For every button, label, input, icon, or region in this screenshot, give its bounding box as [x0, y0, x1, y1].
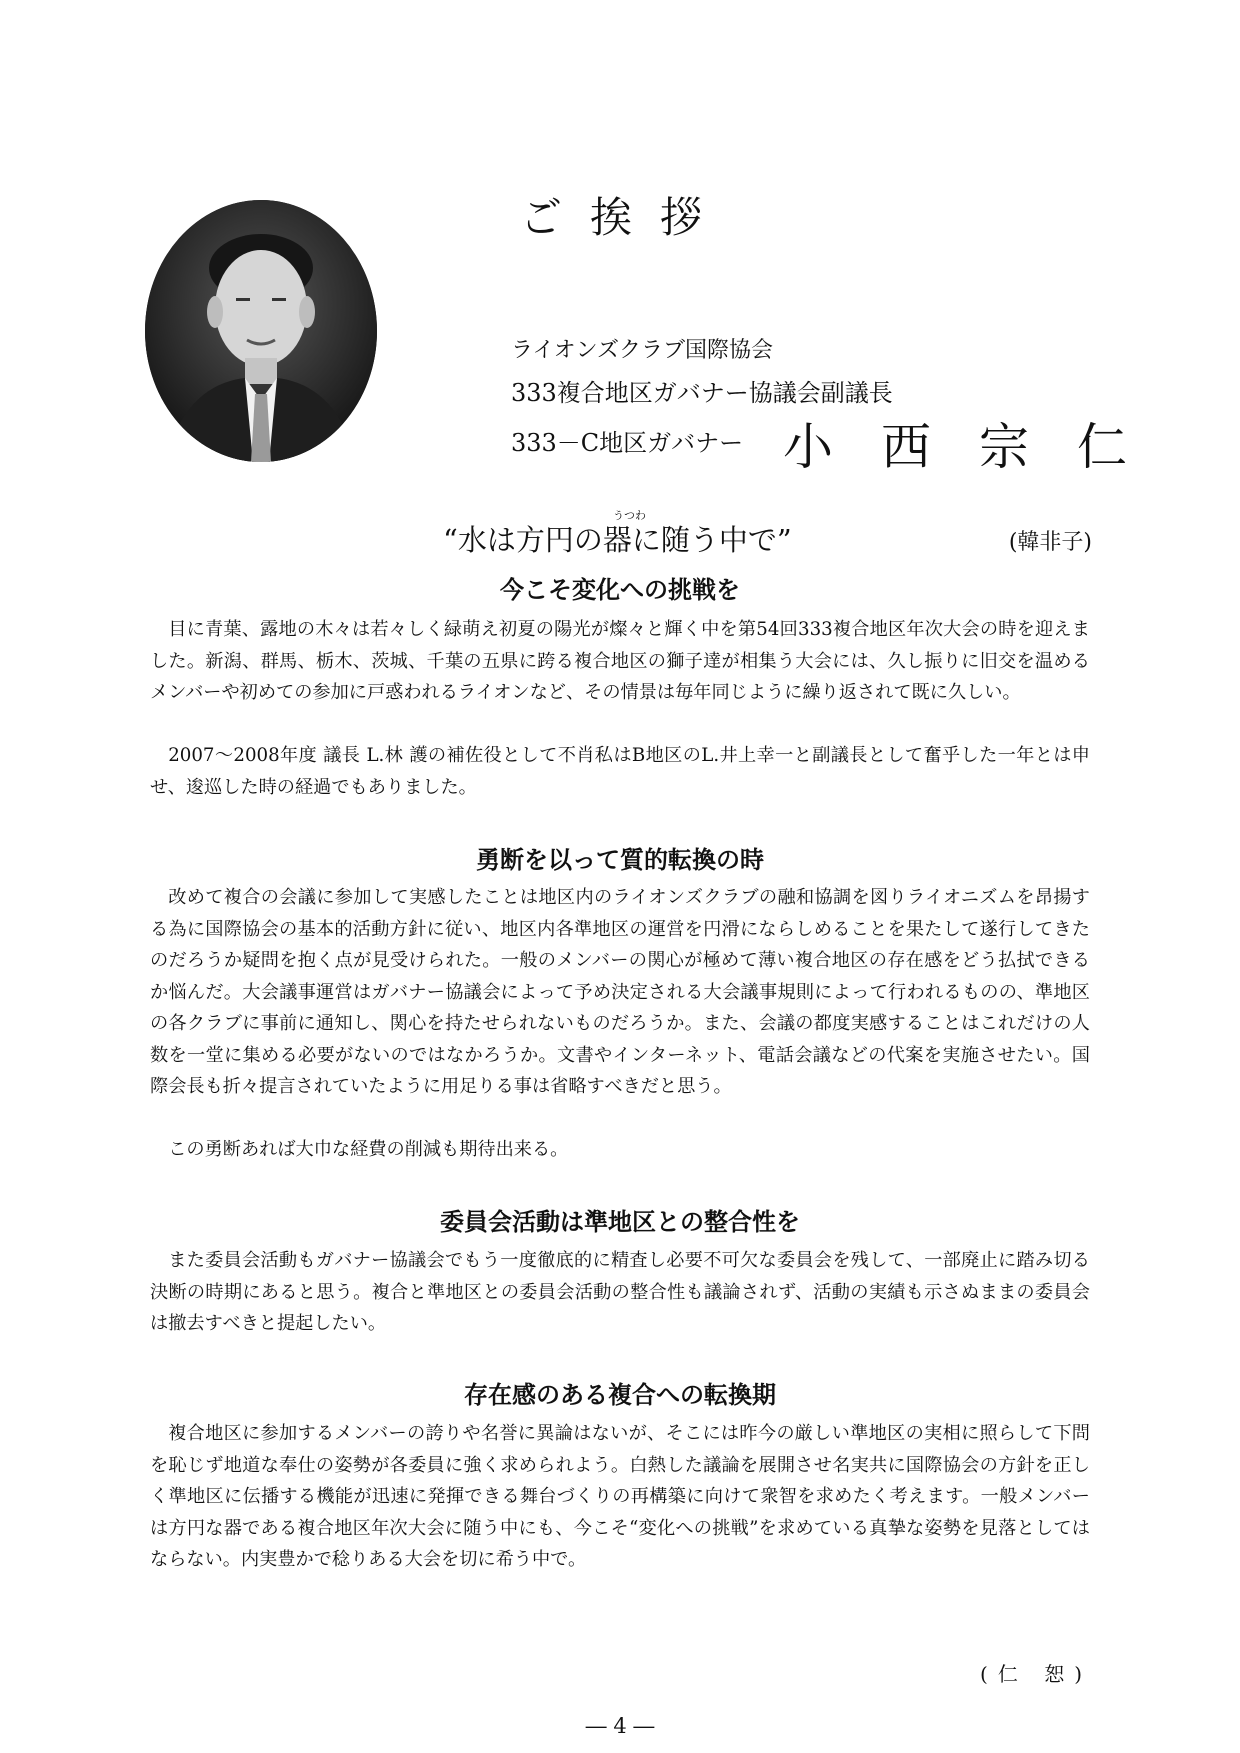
section-paragraph: この勇断あれば大巾な経費の削減も期待出来る。	[168, 1139, 569, 1160]
section-paragraph: 改めて複合の会議に参加して実感したことは地区内のライオンズクラブの融和協調を図りライオニズムを昂揚する為に国際協会の基本的活動方針に従い、地区内各準地区の運営を円滑にならしめることを果たして遂行してきたのだろうか疑問を抱く点が見受けられた。一般のメンバーの関心が極めて薄い複合地区の存在感をどう払拭できるか悩んだ。大会議事運営はガバナー協議会によって予め決定される大会議事規則によって行われるものの、準地区の各クラブに事前に通知し、関心を持たせられないものだろうか。また、会議の都度実感することはこれだけの人数を一堂に集める必要がないのではなかろうか。文書やインターネット、電話会議などの代案を実施させたい。国際会長も折々提言されていたように用足りる事は省略すべきだと思う。	[150, 887, 1090, 1097]
motto-source: (韓非子)	[1008, 530, 1092, 555]
page-title: ご挨拶	[520, 193, 731, 242]
author-position-governor: 333－C地区ガバナー	[511, 429, 744, 457]
author-position-vice-chair: 333複合地区ガバナー協議会副議長	[511, 379, 893, 407]
motto-ruby: うつわ	[613, 509, 646, 522]
section-heading: 今こそ変化への挑戦を	[500, 576, 740, 604]
signature: (仁 恕)	[980, 1662, 1092, 1686]
section-heading: 委員会活動は準地区との整合性を	[440, 1208, 800, 1236]
section-paragraph: 目に青葉、露地の木々は若々しく緑萌え初夏の陽光が燦々と輝く中を第54回333複合地区年次大会の時を迎えました。新潟、群馬、栃木、茨城、千葉の五県に跨る複合地区の獅子達が相集う大会には、久し振りに旧交を温めるメンバーや初めての参加に戸惑われるライオンなど、その情景は毎年同じように繰り返されて既に久しい。	[150, 619, 1090, 703]
page-number: ― 4 ―	[585, 1714, 655, 1738]
section-heading: 勇断を以って質的転換の時	[476, 846, 764, 874]
section-paragraph: また委員会活動もガバナー協議会でもう一度徹底的に精査し必要不可欠な委員会を残して、一部廃止に踏み切る決断の時期にあると思う。複合と準地区との委員会活動の整合性も議論されず、活動の実績も示さぬままの委員会は撤去すべきと提起したい。	[150, 1250, 1090, 1334]
section-paragraph: 2007～2008年度 議長 L.林 護の補佐役として不肖私はB地区のL.井上幸一と副議長として奮乎した一年とは申せ、逡巡した時の経過でもありました。	[150, 745, 1090, 798]
author-portrait-photo	[145, 200, 377, 462]
section-paragraph: 複合地区に参加するメンバーの誇りや名誉に異論はないが、そこには昨今の厳しい準地区の実相に照らして下問を恥じず地道な奉仕の姿勢が各委員に強く求められよう。白熱した議論を展開させ名実共に国際協会の方針を正しく準地区に伝播する機能が迅速に発揮できる舞台づくりの再構築に向けて衆智を求めたく考えます。一般メンバーは方円な器である複合地区年次大会に随う中にも、今こそ“変化への挑戦”を求めている真摯な姿勢を見落としてはならない。内実豊かで稔りある大会を切に希う中で。	[150, 1423, 1090, 1570]
motto-quote: “水は方円の器に随う中で”	[443, 523, 792, 557]
author-organization: ライオンズクラブ国際協会	[511, 338, 774, 363]
section-heading: 存在感のある複合への転換期	[464, 1381, 776, 1409]
author-name: 小西宗仁	[783, 418, 1175, 476]
